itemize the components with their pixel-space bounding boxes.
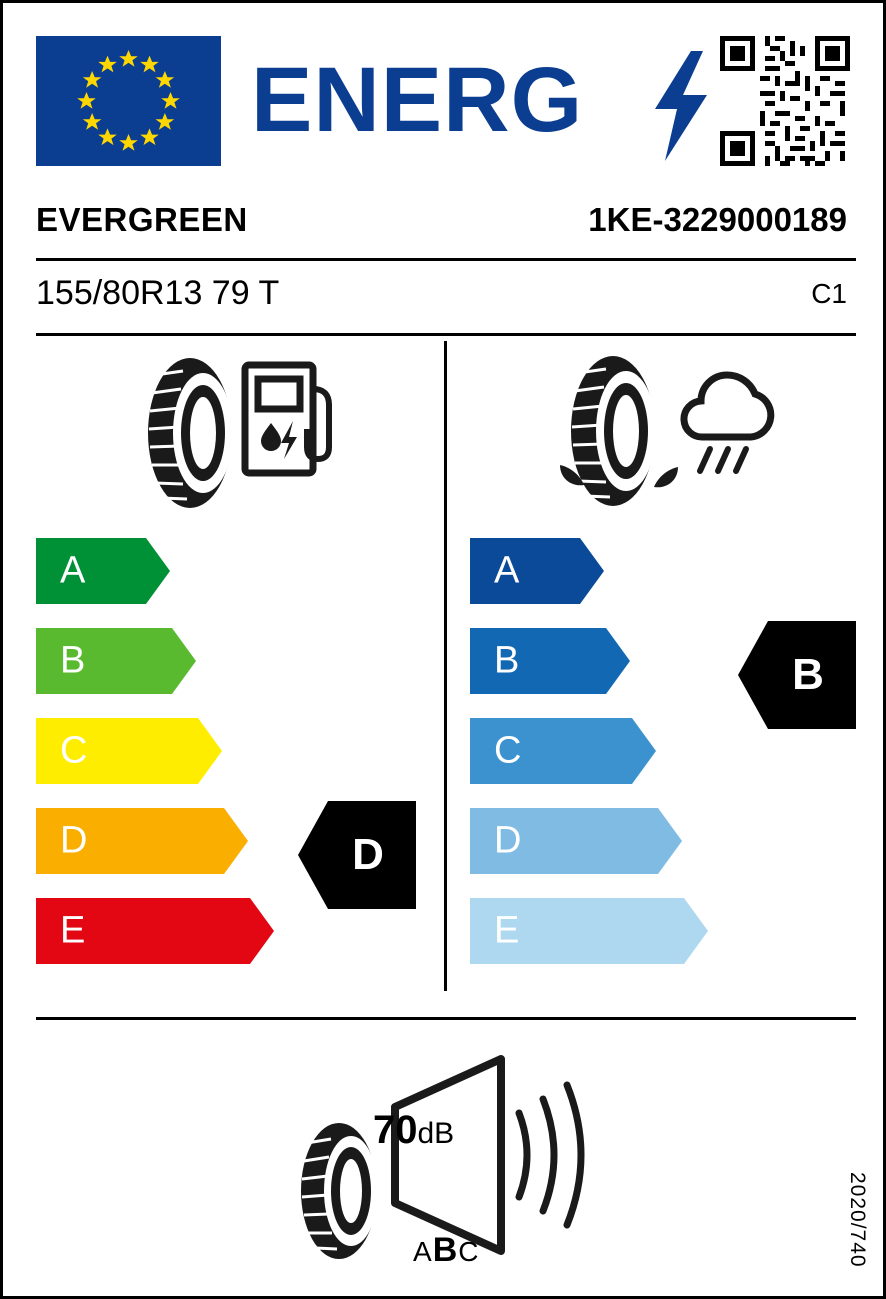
wet-grade-c-letter: C (494, 729, 522, 772)
fuel-grade-a (36, 538, 170, 604)
fuel-grade-d-letter: D (60, 819, 88, 862)
sku-code: 1KE-3229000189 (588, 201, 847, 238)
divider-size (36, 333, 856, 336)
tyre-size: 155/80R13 79 T (36, 274, 280, 312)
noise-value (373, 1108, 454, 1153)
divider-noise (36, 1017, 856, 1020)
wet-selected-letter: B (792, 650, 824, 699)
fuel-grade-c (36, 718, 222, 784)
divider-vertical (444, 341, 447, 991)
rain-cloud-tyre-icon (538, 353, 788, 518)
fuel-grade-e-letter: E (60, 909, 86, 952)
noise-class-a: A (413, 1236, 433, 1267)
noise-number: 70 (373, 1108, 418, 1152)
fuel-grade-b-letter: B (60, 639, 86, 682)
wet-grade-e (470, 898, 708, 964)
fuel-grade-d (36, 808, 248, 874)
tyre-class: C1 (811, 278, 847, 309)
wet-grade-b (470, 628, 630, 694)
page-title: ENERG (251, 49, 584, 151)
noise-class-scale (413, 1231, 479, 1270)
fuel-grade-c-letter: C (60, 729, 88, 772)
wet-grade-d (470, 808, 682, 874)
fuel-selected-letter: D (352, 830, 384, 879)
fuel-grade-b (36, 628, 196, 694)
noise-class-c: C (458, 1236, 480, 1267)
qr-code-icon (720, 36, 850, 166)
noise-unit: dB (417, 1117, 455, 1150)
noise-class-b: B (432, 1231, 459, 1269)
fuel-grade-e (36, 898, 274, 964)
wet-grade-b-letter: B (494, 639, 520, 682)
wet-grade-c (470, 718, 656, 784)
lightning-bolt-icon (651, 51, 711, 161)
wet-grade-d-letter: D (494, 819, 522, 862)
wet-selected-marker (738, 621, 856, 729)
wet-grade-e-letter: E (494, 909, 520, 952)
wet-grade-a-letter: A (494, 549, 520, 592)
fuel-selected-marker (298, 801, 416, 909)
divider-top (36, 258, 856, 261)
wet-grade-a (470, 538, 604, 604)
fuel-pump-tyre-icon (125, 353, 335, 513)
fuel-grade-a-letter: A (60, 549, 86, 592)
regulation-reference: 2020/740 (846, 1172, 869, 1268)
brand-name: EVERGREEN (36, 201, 248, 238)
eu-flag-icon (36, 36, 221, 166)
